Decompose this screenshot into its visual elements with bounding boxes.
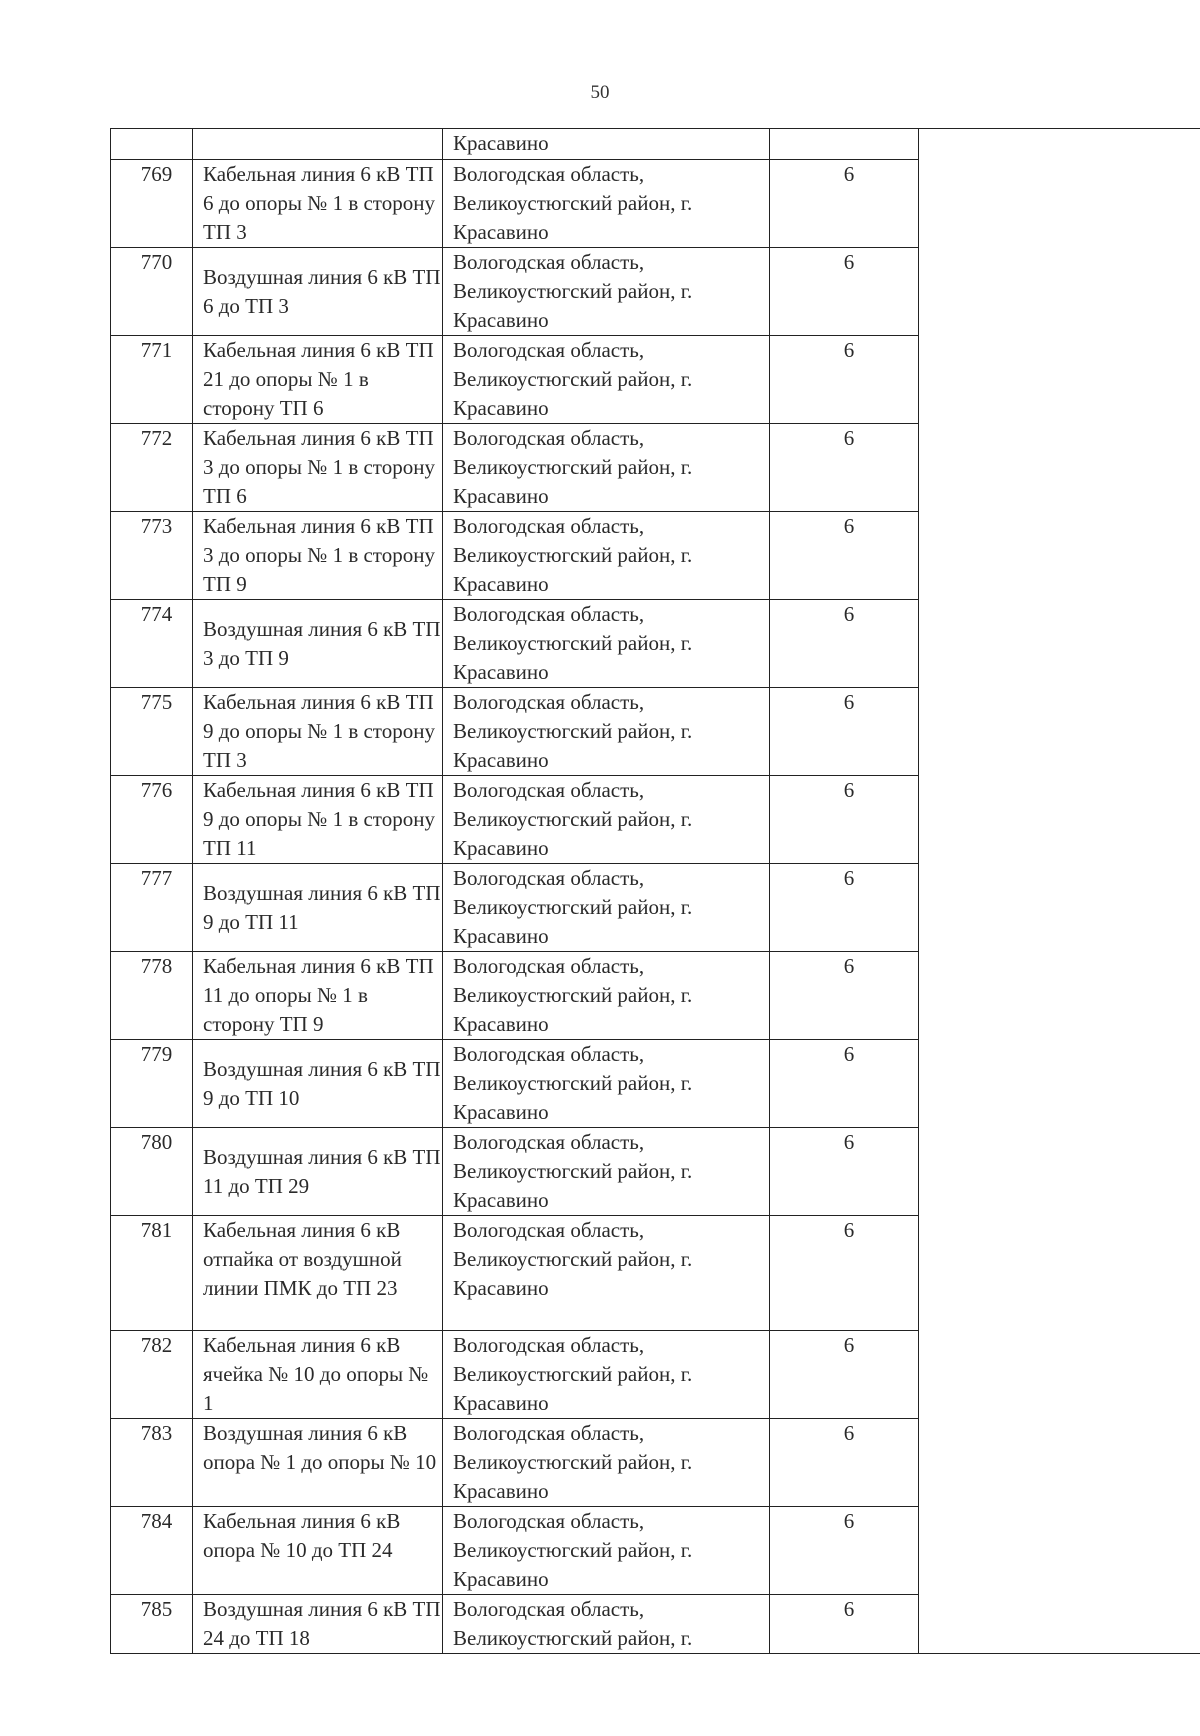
cell-value: 6 (770, 688, 919, 776)
cell-address: Вологодская область, Великоустюгский район, г. Красавино (443, 864, 770, 952)
registry-table (110, 128, 1200, 1654)
cell-name: Кабельная линия 6 кВ ТП 9 до опоры № 1 в сторону ТП 11 (193, 776, 443, 864)
cell-name: Кабельная линия 6 кВ ТП 3 до опоры № 1 в сторону ТП 9 (193, 512, 443, 600)
cell-value: 6 (770, 1595, 919, 1654)
cell-num: 780 (111, 1128, 193, 1216)
cell-name: Воздушная линия 6 кВ ТП 9 до ТП 10 (193, 1040, 443, 1128)
cell-name: Кабельная линия 6 кВ ТП 6 до опоры № 1 в сторону ТП 3 (193, 160, 443, 248)
cell-num: 771 (111, 336, 193, 424)
cell-value: 6 (770, 1419, 919, 1507)
cell-address: Вологодская область, Великоустюгский район, г. Красавино (443, 1128, 770, 1216)
cell-value: 6 (770, 600, 919, 688)
cell-num: 779 (111, 1040, 193, 1128)
page-number: 50 (590, 82, 610, 103)
cell-address: Вологодская область, Великоустюгский район, г. Красавино (443, 160, 770, 248)
cell-name: Воздушная линия 6 кВ опора № 1 до опоры № 10 (193, 1419, 443, 1507)
cell-value: 6 (770, 1128, 919, 1216)
cell-name: Воздушная линия 6 кВ ТП 9 до ТП 11 (193, 864, 443, 952)
cell-note (919, 129, 1200, 1654)
cell-address: Вологодская область, Великоустюгский район, г. Красавино (443, 512, 770, 600)
cell-name: Кабельная линия 6 кВ ТП 9 до опоры № 1 в сторону ТП 3 (193, 688, 443, 776)
cell-address: Вологодская область, Великоустюгский район, г. Красавино (443, 776, 770, 864)
cell-address: Вологодская область, Великоустюгский район, г. Красавино (443, 600, 770, 688)
cell-address: Вологодская область, Великоустюгский район, г. Красавино (443, 336, 770, 424)
cell-value: 6 (770, 1040, 919, 1128)
cell-name: Кабельная линия 6 кВ опора № 10 до ТП 24 (193, 1507, 443, 1595)
cell-name: Кабельная линия 6 кВ ТП 11 до опоры № 1 в сторону ТП 9 (193, 952, 443, 1040)
cell-num: 784 (111, 1507, 193, 1595)
cell-address: Вологодская область, Великоустюгский район, г. Красавино (443, 1216, 770, 1331)
cell-num: 774 (111, 600, 193, 688)
cell-name: Воздушная линия 6 кВ ТП 3 до ТП 9 (193, 600, 443, 688)
cell-value: 6 (770, 1331, 919, 1419)
cell-address: Вологодская область, Великоустюгский район, г. Красавино (443, 1040, 770, 1128)
cell-value: 6 (770, 336, 919, 424)
cell-value: 6 (770, 512, 919, 600)
cell-value: 6 (770, 1216, 919, 1331)
cell-address: Вологодская область, Великоустюгский район, г. (443, 1595, 770, 1654)
cell-address: Красавино (443, 129, 770, 160)
cell-value: 6 (770, 952, 919, 1040)
cell-num: 769 (111, 160, 193, 248)
cell-value: 6 (770, 1507, 919, 1595)
cell-name: Воздушная линия 6 кВ ТП 24 до ТП 18 (193, 1595, 443, 1654)
cell-value: 6 (770, 776, 919, 864)
cell-name (193, 129, 443, 160)
cell-name: Воздушная линия 6 кВ ТП 6 до ТП 3 (193, 248, 443, 336)
cell-num: 775 (111, 688, 193, 776)
table-body (111, 129, 1200, 1654)
cell-value: 6 (770, 424, 919, 512)
cell-num: 773 (111, 512, 193, 600)
cell-value (770, 129, 919, 160)
cell-address: Вологодская область, Великоустюгский район, г. Красавино (443, 248, 770, 336)
cell-address: Вологодская область, Великоустюгский район, г. Красавино (443, 1507, 770, 1595)
cell-name: Кабельная линия 6 кВ ТП 3 до опоры № 1 в сторону ТП 6 (193, 424, 443, 512)
cell-name: Кабельная линия 6 кВ ТП 21 до опоры № 1 в сторону ТП 6 (193, 336, 443, 424)
cell-address: Вологодская область, Великоустюгский район, г. Красавино (443, 952, 770, 1040)
table-row-continuation (111, 129, 1200, 160)
cell-value: 6 (770, 248, 919, 336)
cell-num (111, 129, 193, 160)
cell-name: Кабельная линия 6 кВ отпайка от воздушной линии ПМК до ТП 23 (193, 1216, 443, 1331)
cell-value: 6 (770, 160, 919, 248)
cell-address: Вологодская область, Великоустюгский район, г. Красавино (443, 424, 770, 512)
cell-num: 785 (111, 1595, 193, 1654)
cell-address: Вологодская область, Великоустюгский район, г. Красавино (443, 688, 770, 776)
cell-name: Кабельная линия 6 кВ ячейка № 10 до опоры № 1 (193, 1331, 443, 1419)
cell-num: 778 (111, 952, 193, 1040)
cell-value: 6 (770, 864, 919, 952)
cell-name: Воздушная линия 6 кВ ТП 11 до ТП 29 (193, 1128, 443, 1216)
cell-num: 783 (111, 1419, 193, 1507)
cell-num: 772 (111, 424, 193, 512)
cell-num: 782 (111, 1331, 193, 1419)
cell-num: 770 (111, 248, 193, 336)
cell-address: Вологодская область, Великоустюгский район, г. Красавино (443, 1331, 770, 1419)
cell-num: 781 (111, 1216, 193, 1331)
cell-address: Вологодская область, Великоустюгский район, г. Красавино (443, 1419, 770, 1507)
cell-num: 776 (111, 776, 193, 864)
cell-num: 777 (111, 864, 193, 952)
